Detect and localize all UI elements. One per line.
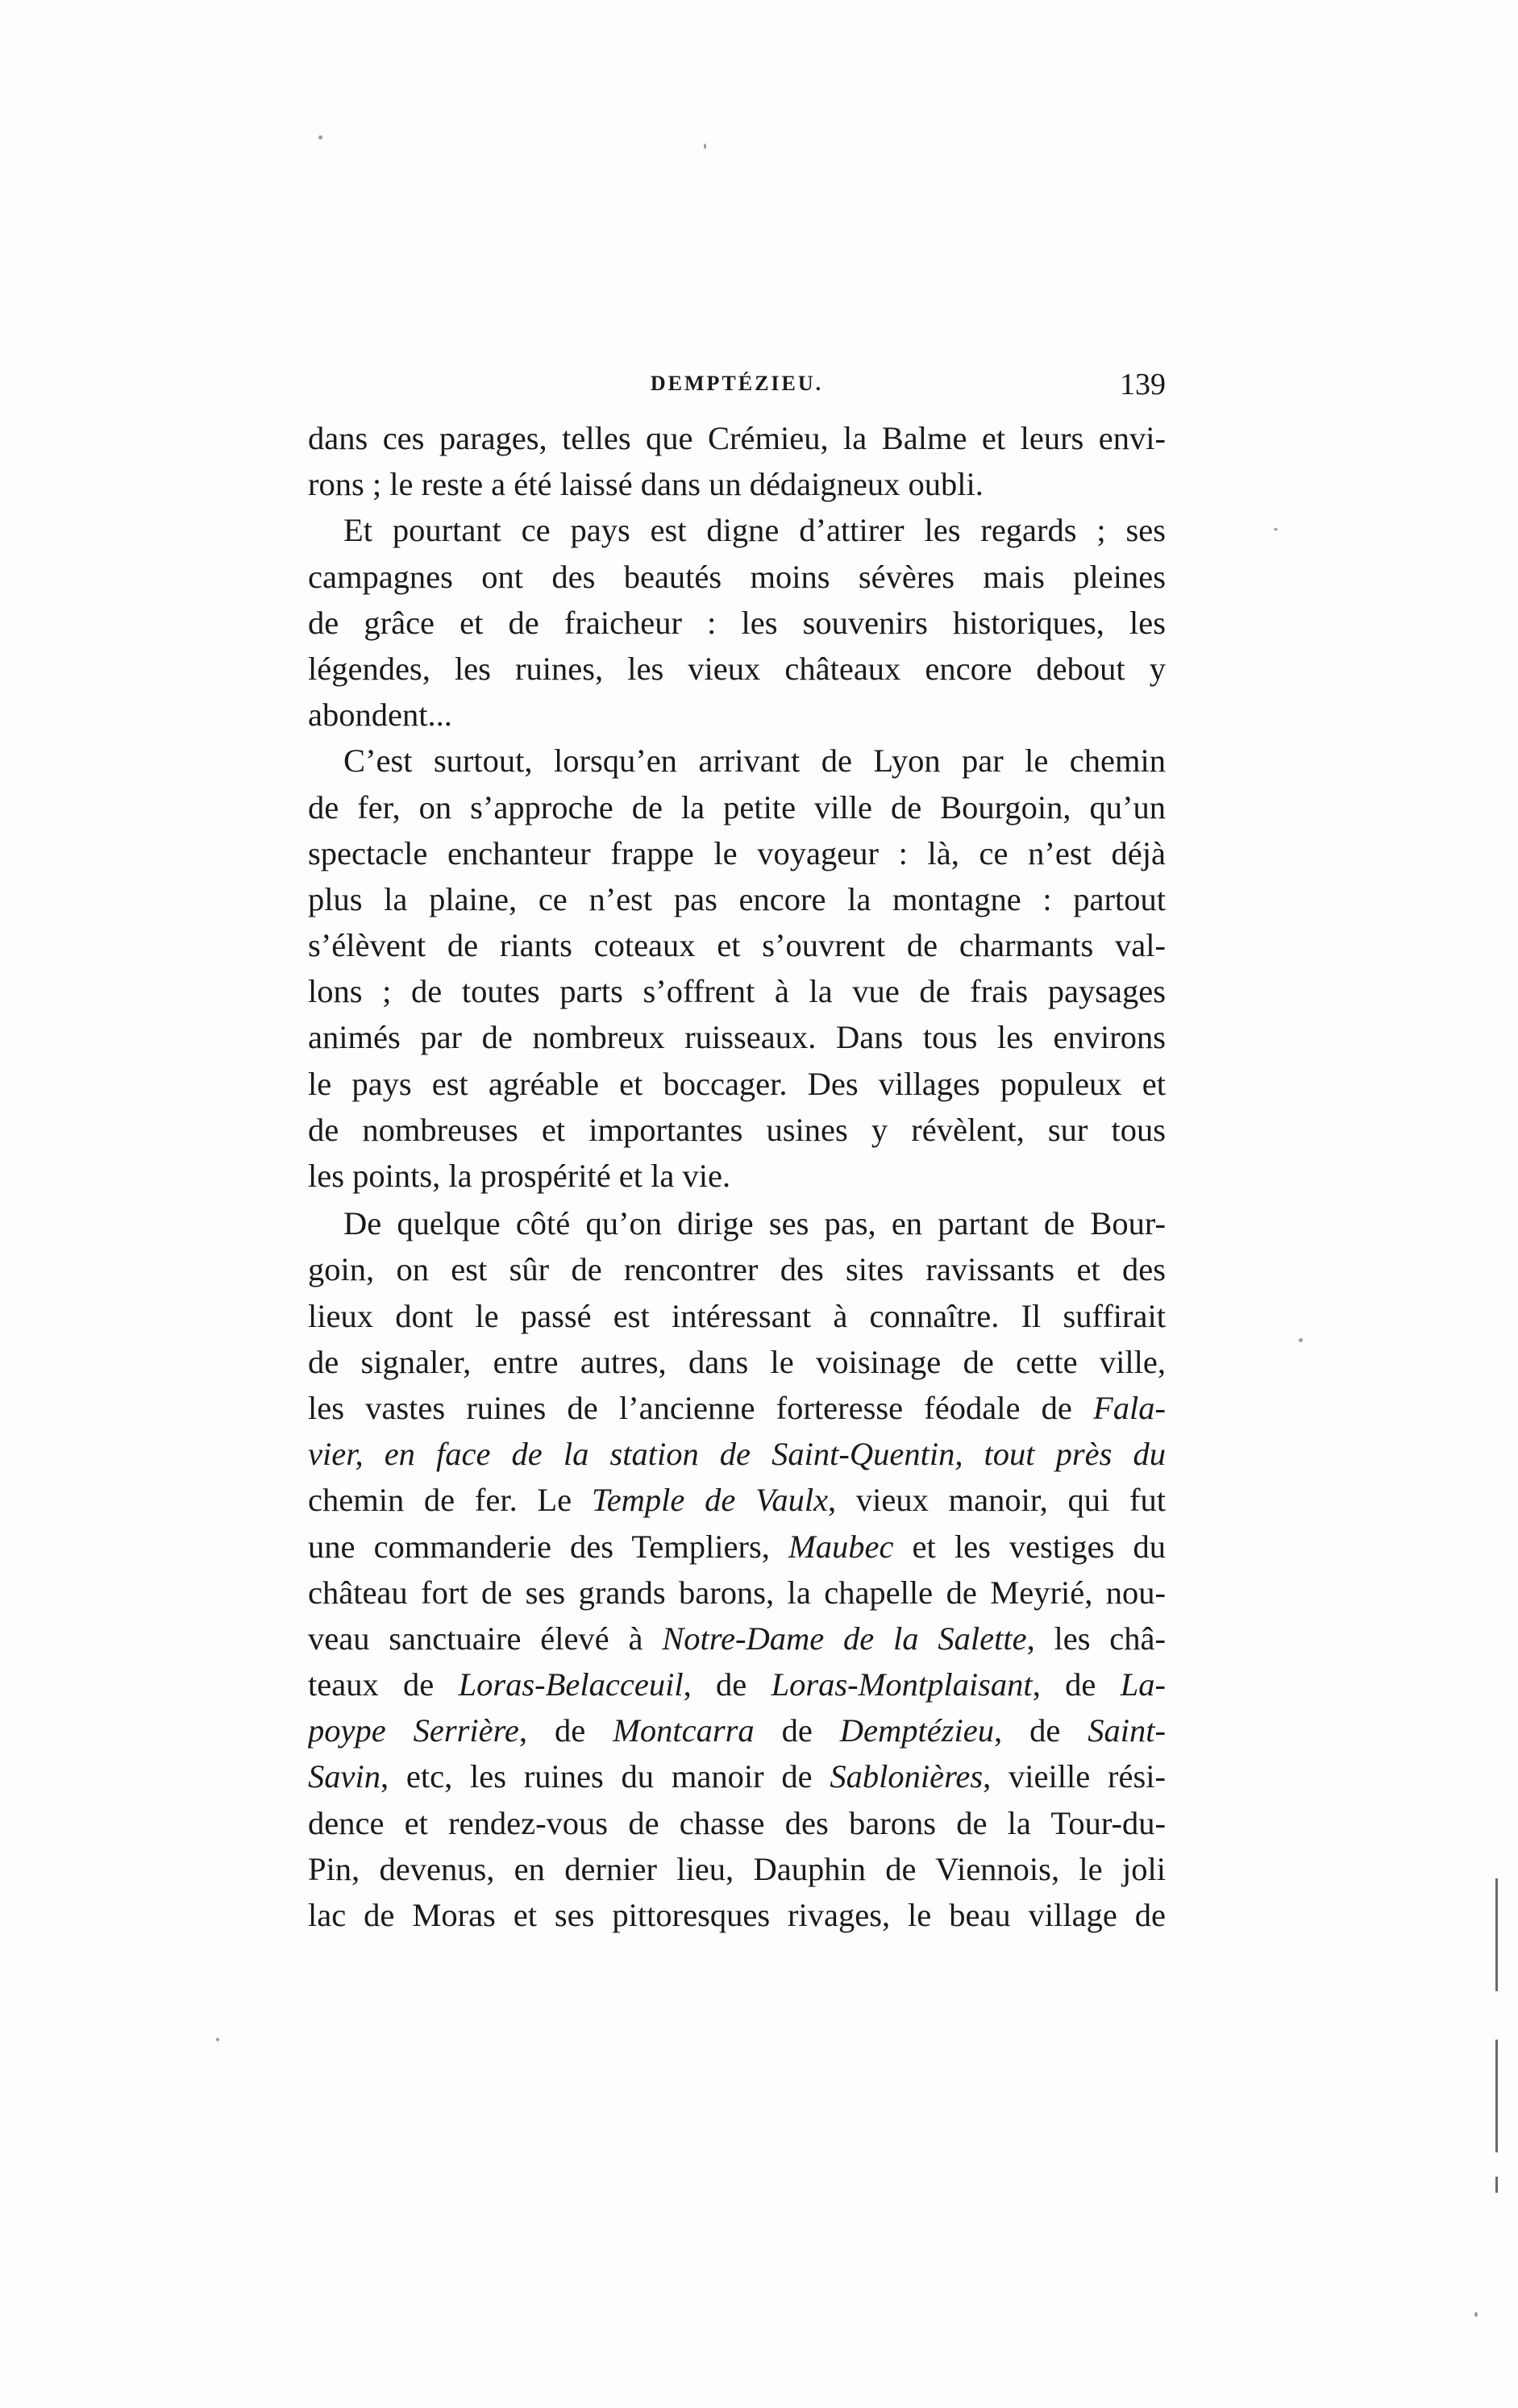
scan-speck (704, 143, 706, 149)
scan-speck (318, 135, 322, 139)
italic-place-name: vier, en face de la station de Saint-Quentin, tout près du (308, 1436, 1166, 1473)
text-line: campagnes ont des beautés moins sévères mais pleines (308, 558, 1166, 595)
text-line (308, 1753, 1166, 1799)
binding-edge-mark (1495, 1878, 1498, 1991)
italic-place-name: Loras-Belacceuil (458, 1666, 684, 1703)
text-line: dence et rendez-vous de chasse des barons de la Tour-du- (308, 1804, 1166, 1841)
text-line: de grâce et de fraicheur : les souvenirs historiques, les (308, 604, 1166, 641)
text-segment: , de (518, 1712, 613, 1749)
italic-place-name: Montcarra (613, 1712, 755, 1749)
text-segment: les vastes ruines de l’ancienne forteresse féodale de (308, 1389, 1072, 1426)
text-line: abondent... (308, 697, 452, 734)
text-line (308, 1524, 1166, 1570)
text-line: s’élèvent de riants coteaux et s’ouvrent de charmants val- (308, 927, 1166, 964)
italic-place-name: Notre-Dame de la Salette (662, 1620, 1027, 1657)
text-line: C’est surtout, lorsqu’en arrivant de Lyon par le chemin (343, 742, 1166, 780)
scan-speck (216, 2038, 219, 2041)
italic-place-name: Savin (308, 1758, 381, 1795)
text-segment: , les châ- (1026, 1620, 1166, 1657)
italic-place-name: Loras-Montplaisant (771, 1666, 1033, 1703)
text-segment: , de (1032, 1666, 1121, 1703)
italic-place-name: La- (1120, 1666, 1166, 1703)
text-segment: veau sanctuaire élevé à (308, 1620, 643, 1657)
italic-place-name: poype Serrière (308, 1712, 519, 1749)
text-line (308, 1477, 1166, 1523)
page-header (308, 367, 1166, 407)
text-line: rons ; le reste a été laissé dans un dédaigneux oubli. (308, 466, 984, 503)
text-line: de nombreuses et importantes usines y révèlent, sur tous (308, 1111, 1166, 1148)
text-line (308, 1385, 1166, 1431)
running-title: DEMPTÉZIEU. (650, 372, 824, 395)
text-line: lons ; de toutes parts s’offrent à la vue de frais paysages (308, 973, 1166, 1010)
text-line: lac de Moras et ses pittoresques rivages, le beau village de (308, 1897, 1166, 1933)
text-segment: , etc, les ruines du manoir de (380, 1758, 830, 1795)
text-line: de fer, on s’approche de la petite ville de Bourgoin, qu’un (308, 788, 1166, 826)
text-line: de signaler, entre autres, dans le voisinage de cette ville, (308, 1343, 1166, 1380)
italic-place-name: Saint- (1088, 1712, 1166, 1749)
body-text (308, 415, 1166, 1938)
text-line: les points, la prospérité et la vie. (308, 1158, 731, 1194)
text-line (308, 1616, 1166, 1661)
text-line (308, 1431, 1166, 1477)
text-segment: de (754, 1712, 840, 1749)
text-line (308, 1661, 1166, 1707)
text-line: le pays est agréable et boccager. Des villages populeux et (308, 1065, 1166, 1102)
text-segment: , de (993, 1712, 1088, 1749)
text-line: château fort de ses grands barons, la chapelle de Meyrié, nou- (308, 1574, 1166, 1611)
binding-edge-mark (1495, 2040, 1498, 2152)
page-number: 139 (1120, 368, 1166, 401)
italic-place-name: Sablonières (830, 1758, 984, 1795)
text-line: Et pourtant ce pays est digne d’attirer les regards ; ses (343, 512, 1166, 549)
text-segment: , vieux manoir, qui fut (828, 1482, 1166, 1519)
text-segment: , de (683, 1666, 771, 1703)
text-line (308, 1707, 1166, 1753)
text-line: goin, on est sûr de rencontrer des sites ravissants et des (308, 1251, 1166, 1288)
text-line: De quelque côté qu’on dirige ses pas, en partant de Bour- (343, 1205, 1166, 1242)
scan-speck (1274, 528, 1278, 530)
text-segment: et les vestiges du (893, 1528, 1166, 1565)
italic-place-name: Temple de Vaulx (591, 1482, 829, 1519)
scan-speck (1299, 1338, 1303, 1342)
text-line: lieux dont le passé est intéressant à connaître. Il suffirait (308, 1297, 1166, 1334)
text-segment: , vieille rési- (983, 1758, 1166, 1795)
text-line: animés par de nombreux ruisseaux. Dans tous les environs (308, 1019, 1166, 1056)
text-line: spectacle enchanteur frappe le voyageur : là, ce n’est déjà (308, 834, 1166, 871)
italic-place-name: Fala- (1093, 1389, 1166, 1426)
text-segment: teaux de (308, 1666, 435, 1703)
text-line: Pin, devenus, en dernier lieu, Dauphin de Viennois, le joli (308, 1850, 1166, 1887)
text-line: dans ces parages, telles que Crémieu, la Balme et leurs envi- (308, 420, 1166, 456)
italic-place-name: Maubec (788, 1528, 894, 1565)
text-segment: chemin de fer. Le (308, 1482, 572, 1519)
text-line: légendes, les ruines, les vieux châteaux encore debout y (308, 650, 1166, 687)
italic-place-name: Demptézieu (839, 1712, 994, 1749)
scan-speck (1474, 2312, 1478, 2317)
text-segment: une commanderie des Templiers, (308, 1528, 770, 1565)
binding-edge-mark (1495, 2177, 1498, 2193)
text-line: plus la plaine, ce n’est pas encore la montagne : partout (308, 880, 1166, 917)
